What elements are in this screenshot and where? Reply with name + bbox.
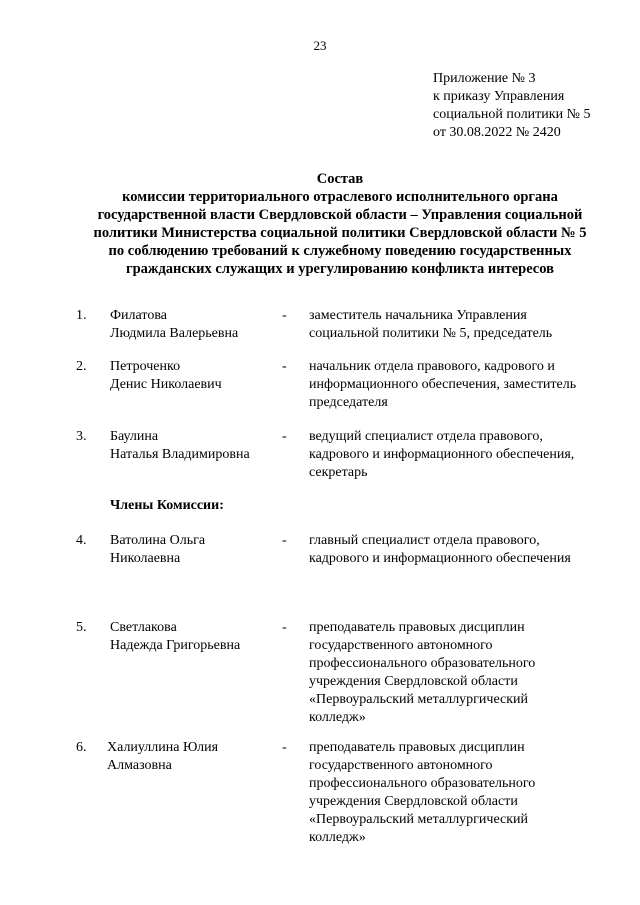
member-role-line: профессионального образовательного [309,656,536,671]
member-name-line: Алмазовна [107,758,172,773]
member-name-line: Денис Николаевич [110,377,222,392]
member-role-line: заместитель начальника Управления [309,308,527,323]
member-role [309,307,609,343]
member-name [110,532,285,568]
member-role-line: учреждения Свердловской области [309,794,518,809]
member-role-line: секретарь [309,465,368,480]
member-name-line: Филатова [110,308,167,323]
member-role-line: информационного обеспечения, заместитель [309,377,577,392]
entry-number: 6. [76,740,87,755]
member-role-line: социальной политики № 5, председатель [309,326,553,341]
member-role-line: главный специалист отдела правового, [309,533,540,548]
member-role-line: преподаватель правовых дисциплин [309,620,525,635]
member-name-line: Наталья Владимировна [110,447,250,462]
title-line: по соблюдению требований к служебному поведению государственных [108,243,572,259]
member-role [309,532,609,568]
member-name-line: Петроченко [110,359,181,374]
title-line: гражданских служащих и урегулированию конфликта интересов [126,261,554,277]
entry-dash: - [282,429,287,444]
member-name [107,739,282,775]
entry-dash: - [282,620,287,635]
member-role-line: преподаватель правовых дисциплин [309,740,525,755]
member-role-line: колледж» [309,710,366,725]
member-role [309,358,609,412]
member-role [309,428,609,482]
entry-dash: - [282,740,287,755]
entry-number: 2. [76,359,87,374]
member-name-line: Людмила Валерьевна [110,326,239,341]
appendix-line: к приказу Управления [433,89,565,104]
member-role [309,739,609,847]
page-number: 23 [313,38,327,53]
title-line: политики Министерства социальной политики Свердловской области № 5 [93,225,587,241]
member-role-line: учреждения Свердловской области [309,674,518,689]
member-role [309,619,609,727]
title-line: государственной власти Свердловской области – Управления социальной [97,207,583,223]
member-name-line: Халиуллина Юлия [107,740,219,755]
members-heading: Члены Комиссии: [110,498,224,513]
entry-dash: - [282,308,287,323]
member-role-line: «Первоуральский металлургический [309,812,529,827]
entry-dash: - [282,533,287,548]
member-role-line: председателя [309,395,388,410]
appendix-line: от 30.08.2022 № 2420 [433,125,561,140]
entry-number: 3. [76,429,87,444]
member-role-line: начальник отдела правового, кадрового и [309,359,555,374]
member-role-line: профессионального образовательного [309,776,536,791]
member-role-line: «Первоуральский металлургический [309,692,529,707]
appendix-header [433,70,590,142]
member-name-line: Надежда Григорьевна [110,638,241,653]
member-name [110,619,285,655]
entry-number: 5. [76,620,87,635]
member-name [110,307,285,343]
entry-number: 4. [76,533,87,548]
document-title [60,170,620,278]
member-role-line: колледж» [309,830,366,845]
member-role-line: государственного автономного [309,758,493,773]
appendix-line: Приложение № 3 [433,71,536,86]
appendix-line: социальной политики № 5 [433,107,591,122]
title-line: Состав [316,171,364,187]
member-role-line: государственного автономного [309,638,493,653]
member-name-line: Николаевна [110,551,181,566]
entry-number: 1. [76,308,87,323]
member-name-line: Баулина [110,429,159,444]
member-role-line: кадрового и информационного обеспечения, [309,447,575,462]
member-name [110,358,285,394]
member-name [110,428,285,464]
member-role-line: ведущий специалист отдела правового, [309,429,543,444]
entry-dash: - [282,359,287,374]
member-role-line: кадрового и информационного обеспечения [309,551,571,566]
member-name-line: Ватолина Ольга [110,533,206,548]
title-line: комиссии территориального отраслевого исполнительного органа [122,189,558,205]
member-name-line: Светлакова [110,620,177,635]
